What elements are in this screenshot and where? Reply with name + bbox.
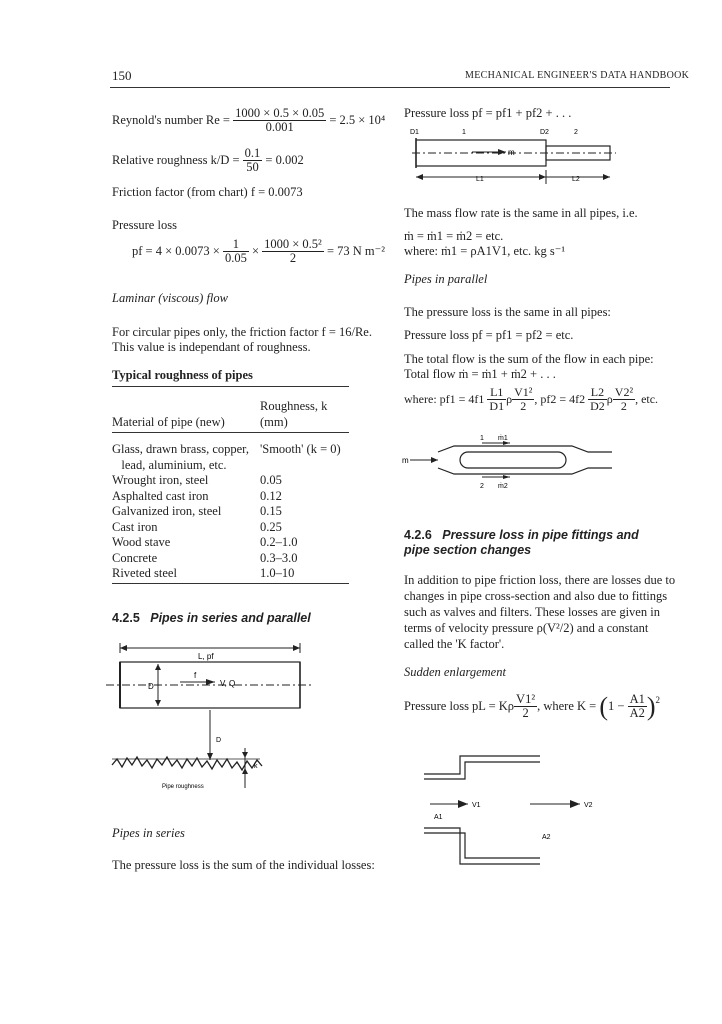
book-title: MECHANICAL ENGINEER'S DATA HANDBOOK [465,70,690,81]
fig1-d-label: D [148,682,154,691]
pf-frac2 [262,238,324,265]
fig2-d2: D2 [540,129,549,136]
pf-result: = 73 N m⁻² [326,244,385,258]
re-num: 1000 × 0.5 × 0.05 [235,106,325,120]
fig3-m1: ṁ1 [498,435,508,442]
section-4-2-6-number: 4.2.6 [404,528,432,542]
parallel-equation: Pressure loss pf = pf1 = pf2 = etc. [404,328,574,342]
table-cell-material: lead, aluminium, etc. [112,457,227,472]
table-col2-line1: Roughness, k [260,399,328,413]
sudden-lhs: Pressure loss pL = Kρ [404,699,515,713]
pf-equation [132,238,385,265]
where2-c-den: D2 [590,399,605,413]
table-row [112,535,349,551]
table-cell-material: Wrought iron, steel [112,473,209,487]
section-4-2-5-heading [112,611,311,625]
table-cell-material: Cast iron [112,519,158,534]
section-4-2-5-title: Pipes in series and parallel [150,611,311,625]
table-cell-roughness: 0.05 [260,473,282,487]
fig4-v1: V1 [472,802,481,809]
table-row [112,458,349,474]
where2-frac-a [487,386,506,413]
fig4-a1: A1 [434,814,443,821]
page-number: 150 [112,68,132,83]
fittings-paragraph [404,573,675,653]
fig2-d1: D1 [410,129,419,136]
table-cell-roughness: 0.15 [260,504,282,518]
fittings-line: called the 'K factor'. [404,637,505,651]
sudden-mid: , where K = [537,699,597,713]
mass-flow-paragraph: The mass flow rate is the same in all pipes, i.e. [404,206,638,220]
sudden-enlargement-figure [420,754,650,874]
sudden-enlargement-equation [404,693,660,720]
where2-c-num: L2 [588,386,607,400]
fig4-v2: V2 [584,802,593,809]
where2-rho1: ρ [506,392,513,406]
fig2-m: m [508,148,515,157]
pipes-in-parallel-heading: Pipes in parallel [404,272,488,286]
fig1-v-label: V, Q [220,679,236,688]
sudden-k-exp: 2 [655,695,661,705]
fittings-line: In addition to pipe friction loss, there are losses due to [404,573,676,587]
sudden-den: 2 [522,706,529,720]
friction-factor-line: Friction factor (from chart) f = 0.0073 [112,185,303,199]
table-cell-roughness: 0.25 [260,519,282,534]
total-flow-paragraph: The total flow is the sum of the flow in each pipe: [404,352,654,366]
table-cell-material: Galvanized iron, steel [112,504,222,518]
pipe-roughness-figure [110,640,320,800]
table-row [112,504,349,520]
fig2-l1: L1 [476,176,484,183]
table-row [112,520,349,536]
pf-f2-num: 1000 × 0.5² [264,237,322,251]
section-4-2-6-title-line2: pipe section changes [404,543,532,557]
table-cell-roughness: 'Smooth' (k = 0) [260,442,341,456]
table-cell-material: Asphalted cast iron [112,488,209,503]
mass-flow-where: where: ṁ1 = ρA1V1, etc. kg s⁻¹ [404,244,566,258]
re-result: = 2.5 × 10⁴ [329,113,386,127]
pipes-in-series-heading: Pipes in series [112,826,185,840]
pressure-loss-label: Pressure loss [112,218,177,232]
roughness-equation [112,147,304,174]
table-header-rule [112,432,349,433]
laminar-heading: Laminar (viscous) flow [112,291,228,305]
where2-rho2: ρ [606,392,613,406]
pf-lhs: pf = 4 × 0.0073 × [132,244,220,258]
fig1-f-label: f [194,671,197,680]
laminar-paragraph-line1: For circular pipes only, the friction factor f = 16/Re. [112,325,372,339]
parallel-paragraph: The pressure loss is the same in all pipes: [404,305,611,319]
where2-frac-b [512,386,534,413]
pf-f2-den: 2 [289,251,297,265]
table-cell-material: Glass, drawn brass, copper, [112,442,249,456]
fig1-caption: Pipe roughness [162,784,204,790]
where2-a-den: D1 [489,399,505,413]
table-row [112,473,349,489]
where2-frac-d [613,386,635,413]
sudden-k-num: A1 [629,692,645,706]
sudden-k-one: 1 − [608,699,625,713]
total-flow-equation: Total flow ṁ = ṁ1 + ṁ2 + . . . [404,367,556,381]
fig3-n2: 2 [480,483,484,490]
table-row [112,551,349,567]
where2-mid: , pf2 = 4f2 [534,392,586,406]
fittings-line: changes in pipe cross-section and also due to fittings [404,589,668,603]
table-row [112,489,349,505]
re-label: Reynold's number Re = [112,113,230,127]
rough-den: 50 [246,160,259,174]
laminar-paragraph-line2: This value is independant of roughness. [112,340,311,354]
table-row [112,442,349,458]
table-cell-roughness: 0.12 [260,488,282,503]
re-den: 0.001 [265,120,294,134]
sudden-k-open: ( [599,692,608,721]
sudden-enlargement-heading: Sudden enlargement [404,665,506,679]
section-4-2-6-title-line2-wrap [404,543,531,557]
rough-label: Relative roughness k/D = [112,153,240,167]
table-cell-material: Wood stave [112,535,171,549]
section-4-2-6-heading [404,528,639,542]
fig1-d2-label: D [216,737,222,744]
pf-times: × [251,244,259,258]
fig3-n1: 1 [480,435,484,442]
mass-flow-equation: ṁ = ṁ1 = ṁ2 = etc. [404,229,504,243]
where2-b-den: 2 [520,399,527,413]
table-title: Typical roughness of pipes [112,368,253,382]
parallel-where-equation [404,386,658,413]
fig3-m2: ṁ2 [498,483,508,490]
where2-d-num: V2² [614,385,634,399]
series-paragraph: The pressure loss is the sum of the individual losses: [112,858,375,872]
fig2-n2: 2 [574,129,578,136]
pf-f1-den: 0.05 [224,251,247,265]
table-cell-roughness: 1.0–10 [260,566,295,580]
sudden-k-frac [628,693,647,720]
rough-fraction [243,147,263,174]
pf-f1-num: 1 [223,238,249,252]
header-rule [110,87,670,88]
sudden-num: V1² [516,692,536,706]
section-4-2-6-title-line1: Pressure loss in pipe fittings and [442,528,639,542]
where2-b-num: V1² [514,385,533,399]
rough-num: 0.1 [244,146,261,160]
where2-frac-c [588,386,607,413]
pf-frac1 [223,238,249,265]
table-cell-roughness: 0.3–3.0 [260,550,298,565]
reynolds-equation [112,107,385,134]
where2-end: , etc. [635,392,659,406]
table-cell-roughness: 0.2–1.0 [260,535,298,549]
fig2-l2: L2 [572,176,580,183]
section-4-2-5-number: 4.2.5 [112,611,140,625]
sudden-k-close: ) [646,692,656,721]
where2-a-num: L1 [487,386,506,400]
where2-d-den: 2 [620,399,627,413]
fig1-l-label: L, pf [198,652,214,661]
fittings-line: terms of velocity pressure ρ(V²/2) and a constant [404,621,649,635]
sudden-frac [514,693,537,720]
pipes-series-figure [402,124,622,194]
where2-lhs: where: pf1 = 4f1 [404,392,485,406]
table-col1-header: Material of pipe (new) [112,415,225,429]
fig4-a2: A2 [542,834,551,841]
re-fraction [233,107,326,134]
table-row [112,566,349,582]
table-cell-material: Riveted steel [112,566,177,580]
table-cell-material: Concrete [112,550,158,565]
table-bottom-rule [112,583,349,584]
roughness-table [112,442,349,582]
table-top-rule [112,386,349,387]
fig3-m: m [402,456,409,465]
rough-result: = 0.002 [265,153,304,167]
series-pressure-equation: Pressure loss pf = pf1 + pf2 + . . . [404,106,572,120]
fittings-line: such as valves and filters. These losses are given in [404,605,660,619]
sudden-k-den: A2 [629,706,645,720]
fig1-k-label: k [254,763,258,770]
fig2-n1: 1 [462,129,466,136]
pipes-parallel-figure [402,432,632,492]
table-col2-line2: (mm) [260,415,288,429]
